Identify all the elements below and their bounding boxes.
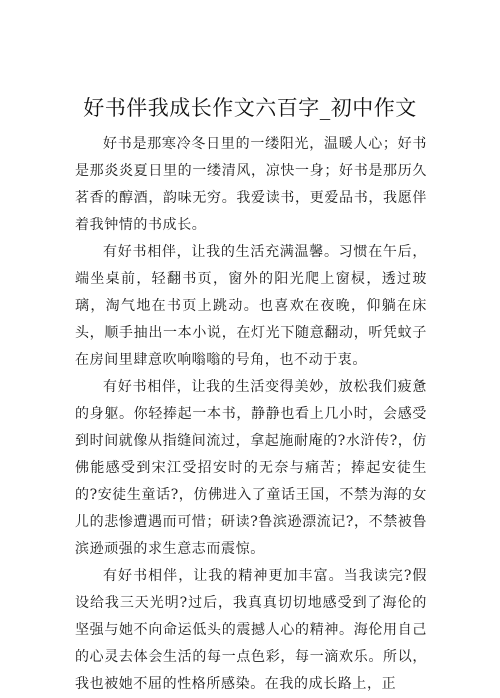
paragraph-2: 有好书相伴，让我的生活充满温馨。习惯在午后，端坐桌前，轻翻书页，窗外的阳光爬上窗棂，透过玻璃，淘气地在书页上跳动。也喜欢在夜晚，仰躺在床头，顺手抽出一本小说，在灯光下随意翻动，听凭蚊子在房间里肆意吹响嗡嗡的号角，也不动于衷。 [75, 244, 427, 368]
paragraph-3: 有好书相伴，让我的生活变得美妙，放松我们疲惫的身躯。你轻捧起一本书，静静也看上几小时，会感受到时间就像从指缝间流过，拿起施耐庵的?水浒传?，仿佛能感受到宋江受招安时的无奈与痛苦；捧起安徒生的?安徒生童话?，仿佛进入了童话王国，不禁为海的女儿的悲惨遭遇而可惜；研读?鲁滨逊漂流记?，不禁被鲁滨逊顽强的求生意志而震惊。 [75, 379, 428, 557]
document-body [75, 131, 427, 698]
paragraph-1: 好书是那寒冷冬日里的一缕阳光，温暖人心；好书是那炎炎夏日里的一缕清风，凉快一身；好书是那历久茗香的醇酒，韵味无穷。我爱读书，更爱品书，我愿伴着我钟情的书成长。 [75, 136, 427, 233]
document-title: 好书伴我成长作文六百字_初中作文 [83, 96, 417, 120]
paragraph-4: 有好书相伴，让我的精神更加丰富。当我读完?假设给我三天光明?过后，我真真切切地感受到了海伦的坚强与她不向命运低头的震撼人心的精神。海伦用自己的心灵去体会生活的每一点色彩，每一滴欢乐。所以，我也被她不屈的性格所感染。在我的成长路上，正 [75, 568, 427, 692]
